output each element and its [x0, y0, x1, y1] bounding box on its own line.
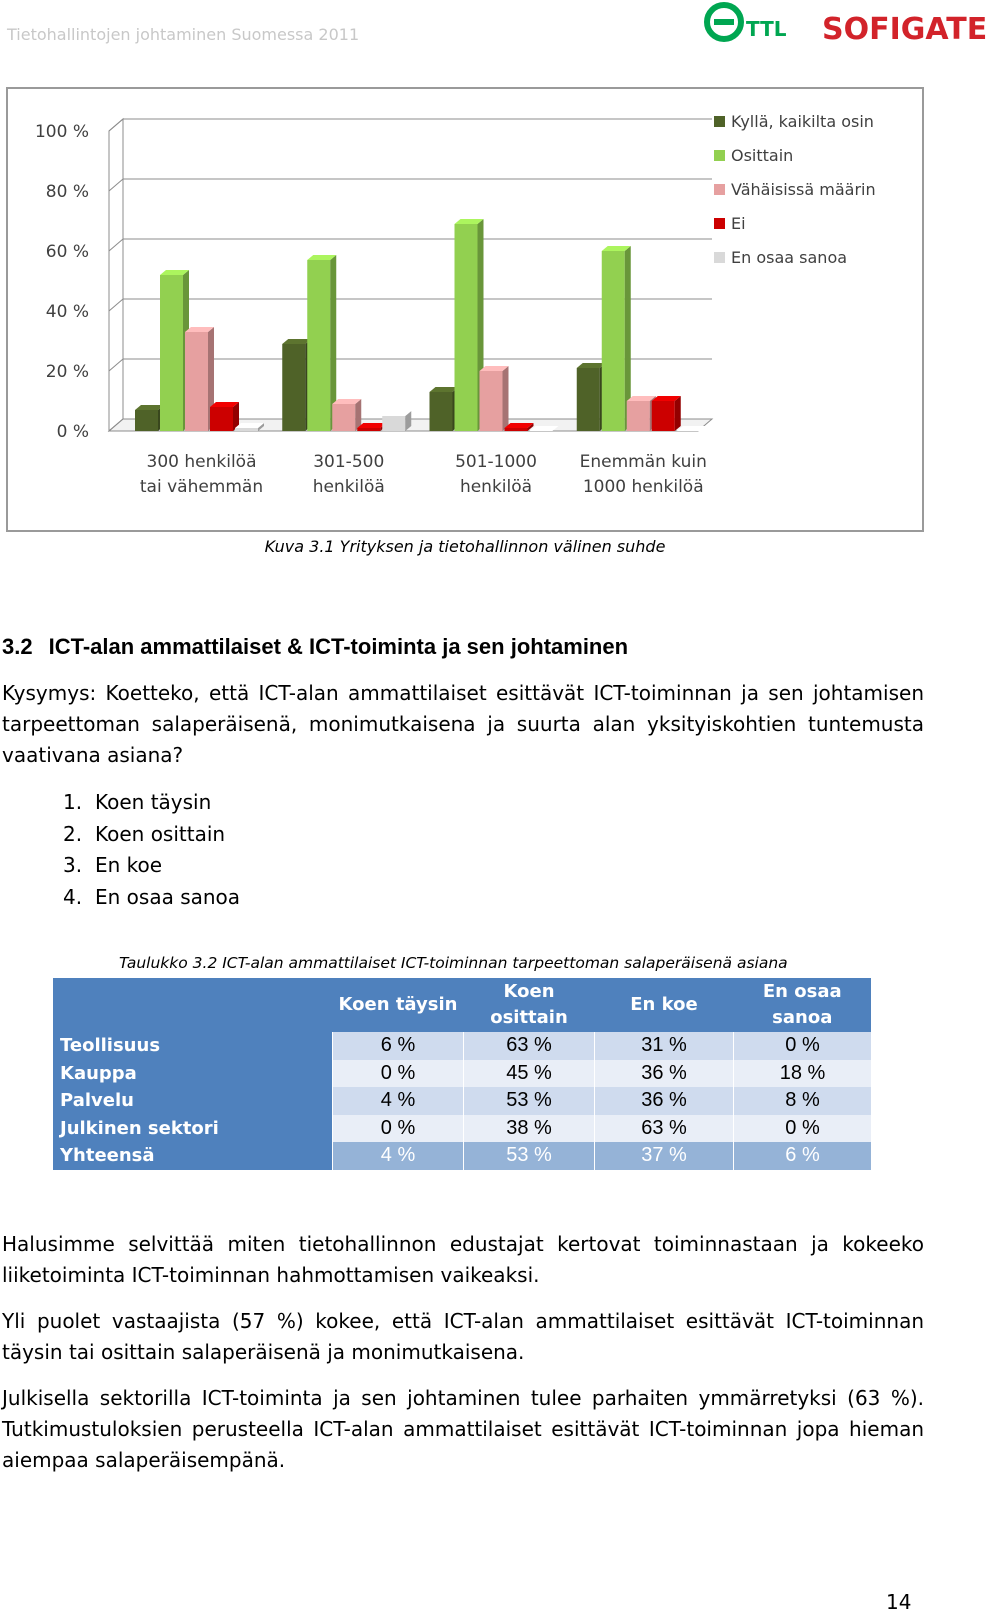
answer-option: [63, 787, 240, 819]
bar-front: [577, 368, 600, 431]
table-row: [53, 1032, 871, 1060]
page-number: 14: [886, 1590, 912, 1614]
table-cell: 63 %: [464, 1032, 595, 1060]
ttl-logo: [703, 0, 795, 48]
legend-swatch: [714, 184, 725, 195]
row-label: Julkinen sektori: [53, 1115, 333, 1143]
x-category-label: tai vähemmän: [139, 477, 264, 497]
bar-front: [455, 224, 478, 431]
table-cell: 18 %: [734, 1060, 872, 1088]
sofigate-logo: SOFIGATE: [822, 12, 987, 47]
table-cell: 45 %: [464, 1060, 595, 1088]
row-label: Yhteensä: [53, 1142, 333, 1170]
legend-label: Ei: [731, 214, 746, 233]
legend-label: En osaa sanoa: [731, 248, 848, 267]
bar-front: [627, 401, 650, 431]
x-category-label: Enemmän kuin: [579, 452, 707, 472]
legend-label: Osittain: [731, 146, 794, 165]
answer-number: 2.: [63, 821, 83, 846]
bar-front: [160, 275, 183, 431]
section-number: 3.2: [2, 634, 33, 659]
answer-number: 4.: [63, 884, 83, 909]
bar-front: [382, 416, 405, 431]
bar-front: [505, 428, 528, 431]
table-cell: 8 %: [734, 1087, 872, 1115]
ttl-logo-text: TTL: [746, 17, 787, 41]
row-label: Palvelu: [53, 1087, 333, 1115]
table-cell: 0 %: [734, 1115, 872, 1143]
x-category-label: henkilöä: [459, 477, 533, 497]
x-category-label: 1000 henkilöä: [582, 477, 704, 497]
table-cell: 63 %: [595, 1115, 734, 1143]
answer-number: 1.: [63, 790, 83, 814]
bar-front: [332, 404, 355, 431]
table-caption: Taulukko 3.2 ICT-alan ammattilaiset ICT-toiminnan tarpeettoman salaperäisenä asiana: [119, 954, 788, 972]
body-paragraph: Halusimme selvittää miten tietohallinnon edustajat kertovat toiminnastaan ja kokeeko liiketoiminta ICT-toiminnan hahmottamisen vaikeaksi.: [2, 1232, 924, 1287]
table-cell: 6 %: [333, 1032, 464, 1060]
bar-front: [430, 392, 453, 431]
answer-option: [63, 819, 240, 851]
table-cell: 37 %: [595, 1142, 734, 1170]
table-cell: 53 %: [464, 1087, 595, 1115]
table-cell: 31 %: [595, 1032, 734, 1060]
legend-label: Vähäisissä määrin: [731, 180, 876, 199]
gridline: [109, 179, 712, 191]
legend-label: Kyllä, kaikilta osin: [731, 112, 874, 131]
table-cell: 4 %: [333, 1087, 464, 1115]
x-category-label: 301-500: [313, 452, 385, 472]
table-row: [53, 1060, 871, 1088]
column-header: En koe: [595, 978, 734, 1032]
bar-front: [185, 332, 208, 431]
table-row: [53, 1087, 871, 1115]
table-cell: 0 %: [333, 1115, 464, 1143]
y-tick-label: 0 %: [56, 422, 89, 442]
bar-side: [675, 396, 681, 431]
table-cell: 36 %: [595, 1087, 734, 1115]
answer-label: Koen osittain: [95, 821, 226, 846]
answer-label: Koen täysin: [95, 790, 212, 814]
row-label: Kauppa: [53, 1060, 333, 1088]
question-text: Kysymys: Koetteko, että ICT-alan ammattilaiset esittävät ICT-toiminnan ja sen johtamisen tarpeettoman salaperäisenä, monimutkaisena ja suurta alan yksityiskohtien tuntemusta vaativana asiana?: [2, 681, 924, 767]
x-category-label: 300 henkilöä: [146, 452, 257, 472]
table-cell: 0 %: [333, 1060, 464, 1088]
body-paragraph: Julkisella sektorilla ICT-toiminta ja sen johtaminen tulee parhaiten ymmärretyksi (63 %). Tutkimustuloksien perusteella ICT-alan ammattilaiset esittävät ICT-toiminnan jopa hieman aiempaa salaperäisempänä.: [2, 1386, 924, 1472]
section-heading: [2, 634, 628, 660]
gridline: [109, 119, 712, 131]
y-tick-label: 20 %: [45, 362, 89, 382]
bar-side: [503, 366, 509, 431]
bar-front: [307, 260, 330, 431]
x-category-label: henkilöä: [312, 477, 385, 497]
table-cell: 36 %: [595, 1060, 734, 1088]
table-cell: 6 %: [734, 1142, 872, 1170]
column-header: Koen osittain: [464, 978, 595, 1032]
bar-front: [135, 410, 158, 431]
answer-options: [63, 787, 240, 913]
column-header: En osaa sanoa: [734, 978, 872, 1032]
bar-front: [602, 251, 625, 431]
y-tick-label: 80 %: [45, 182, 89, 202]
y-tick-label: 100 %: [34, 122, 89, 142]
legend-swatch: [714, 150, 725, 161]
chart-frame: [6, 87, 924, 532]
bar-front: [235, 428, 258, 431]
y-tick-label: 60 %: [45, 242, 89, 262]
bar-front: [480, 371, 503, 431]
ttl-logo-icon: [703, 0, 795, 48]
bar-chart: [8, 89, 922, 530]
bar-front: [210, 407, 233, 431]
figure-caption: Kuva 3.1 Yrityksen ja tietohallinnon välinen suhde: [264, 537, 666, 556]
answer-option: [63, 850, 240, 882]
running-header: Tietohallintojen johtaminen Suomessa 2011: [7, 25, 360, 44]
table-cell: 38 %: [464, 1115, 595, 1143]
row-label: Teollisuus: [53, 1032, 333, 1060]
table-total-row: [53, 1142, 871, 1170]
answer-label: En osaa sanoa: [95, 884, 241, 909]
legend-swatch: [714, 218, 725, 229]
table-row: [53, 1115, 871, 1143]
table-header-row: [53, 978, 871, 1032]
table-cell: 0 %: [734, 1032, 872, 1060]
body-paragraph: Yli puolet vastaajista (57 %) kokee, että ICT-alan ammattilaiset esittävät ICT-toiminnan täysin tai osittain salaperäisenä ja monimutkaisena.: [2, 1309, 924, 1364]
bar-front: [652, 401, 675, 431]
bar-front: [357, 428, 380, 431]
column-header: Koen täysin: [333, 978, 464, 1032]
chart-side-wall: [109, 119, 123, 431]
y-tick-label: 40 %: [45, 302, 89, 322]
answer-option: [63, 882, 240, 914]
table-cell: 53 %: [464, 1142, 595, 1170]
legend-swatch: [714, 116, 725, 127]
results-table: [53, 978, 871, 1170]
section-title: ICT-alan ammattilaiset & ICT-toiminta ja sen johtaminen: [48, 634, 629, 659]
legend-swatch: [714, 252, 725, 263]
column-header: [53, 978, 333, 1032]
answer-number: 3.: [63, 853, 83, 877]
table-cell: 4 %: [333, 1142, 464, 1170]
bar-front: [282, 344, 305, 431]
x-category-label: 501-1000: [455, 452, 537, 472]
answer-label: En koe: [95, 853, 163, 877]
